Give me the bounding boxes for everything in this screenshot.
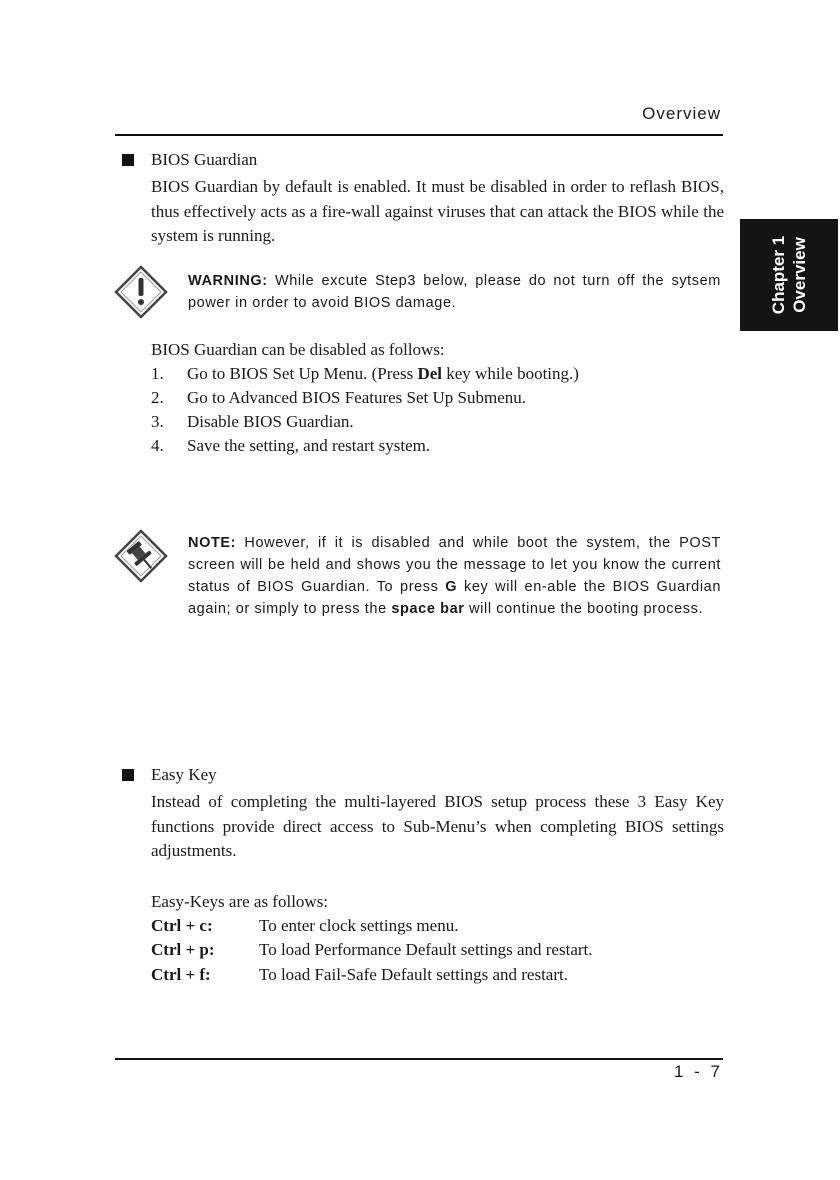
bios-guardian-paragraph: BIOS Guardian by default is enabled. It must be disabled in order to reflash BIOS, thus effectively acts as a fire-wall against viruses that can attack the BIOS while the system is running. <box>151 177 724 245</box>
section-heading <box>122 149 724 171</box>
step-text-part: Go to BIOS Set Up Menu. (Press <box>187 364 418 383</box>
step-text: Go to Advanced BIOS Features Set Up Submenu. <box>187 388 527 407</box>
note-text <box>188 532 721 620</box>
step-text <box>187 362 579 386</box>
easy-keys-intro: Easy-Keys are as follows: <box>151 891 329 911</box>
key-combo: Ctrl + p: <box>151 940 215 959</box>
key-description: To load Performance Default settings and restart. <box>259 940 593 959</box>
steps-intro: BIOS Guardian can be disabled as follows: <box>151 340 445 359</box>
key-combo: Ctrl + f: <box>151 964 211 984</box>
header-rule <box>115 134 723 136</box>
list-item <box>151 434 724 458</box>
pushpin-note-icon <box>113 528 169 584</box>
chapter-tab <box>740 219 838 331</box>
step-number: 3. <box>151 412 164 431</box>
list-item <box>151 938 724 963</box>
easy-key-section <box>122 764 724 987</box>
section-heading <box>122 764 724 786</box>
square-bullet-icon <box>122 769 134 781</box>
step-text: Disable BIOS Guardian. <box>187 412 354 431</box>
easy-key-paragraph: Instead of completing the multi-layered BIOS setup process these 3 Easy Key functions provide direct access to Sub-Menu’s when completing BIOS settings adjustments. <box>151 792 724 860</box>
note-body: However, if it is disabled and while boot the system, the POST screen will be held and shows you the message to let you know the current status of BIOS Guardian. To press <box>188 535 721 595</box>
list-item <box>151 914 724 939</box>
g-key-label: G <box>445 579 458 595</box>
space-bar-label: space bar <box>391 601 465 617</box>
step-number: 1. <box>151 364 164 383</box>
step-number: 2. <box>151 388 164 407</box>
disable-steps <box>122 338 724 458</box>
note-body: will continue the booting process. <box>464 601 704 617</box>
page-header-title: Overview <box>642 104 721 123</box>
note-label: NOTE: <box>188 535 237 551</box>
key-description: To load Fail-Safe Default settings and restart. <box>259 964 568 984</box>
note-body: key will en-able the BIOS Guardian again; or simply to press the <box>188 579 721 617</box>
bios-guardian-heading: BIOS Guardian <box>151 150 258 169</box>
chapter-name: Overview <box>790 237 809 313</box>
key-description: To enter clock settings menu. <box>259 915 459 935</box>
easy-key-heading: Easy Key <box>151 765 217 784</box>
warning-text <box>188 270 721 314</box>
square-bullet-icon <box>122 154 134 166</box>
chapter-tab-label <box>768 236 810 314</box>
footer-rule <box>115 1058 723 1060</box>
list-item <box>151 963 724 988</box>
chapter-number: Chapter 1 <box>769 235 788 315</box>
step-number: 4. <box>151 436 164 455</box>
warning-icon <box>113 264 169 320</box>
list-item <box>151 362 724 386</box>
step-text: Save the setting, and restart system. <box>187 436 431 455</box>
del-key-label: Del <box>417 364 442 383</box>
warning-body: While excute Step3 below, please do not turn off the sytsem power in order to avoid BIOS damage. <box>188 273 721 311</box>
step-text-part: key while booting.) <box>442 364 579 383</box>
key-combo: Ctrl + c: <box>151 915 213 935</box>
list-item <box>151 410 724 434</box>
page-number: 1 - 7 <box>673 1062 723 1081</box>
bios-guardian-section <box>122 149 724 249</box>
list-item <box>151 386 724 410</box>
warning-label: WARNING: <box>188 273 268 289</box>
